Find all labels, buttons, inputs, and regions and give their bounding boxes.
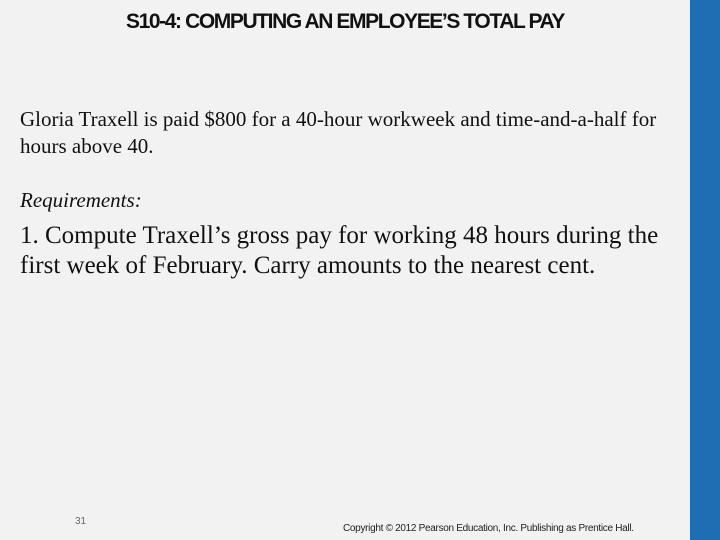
- slide-title: S10-4: COMPUTING AN EMPLOYEE’S TOTAL PAY: [126, 10, 564, 33]
- copyright-footer: Copyright © 2012 Pearson Education, Inc. Publishing as Prentice Hall.: [343, 523, 634, 534]
- page-number: 31: [75, 516, 87, 527]
- problem-statement: Gloria Traxell is paid $800 for a 40-hour workweek and time-and-a-half for hours above 40.: [20, 107, 657, 158]
- accent-side-bar: [690, 0, 720, 540]
- requirements-heading: Requirements:: [20, 188, 142, 212]
- requirement-item-1: 1. Compute Traxell’s gross pay for working 48 hours during the first week of February. Carry amounts to the nearest cent.: [20, 222, 659, 279]
